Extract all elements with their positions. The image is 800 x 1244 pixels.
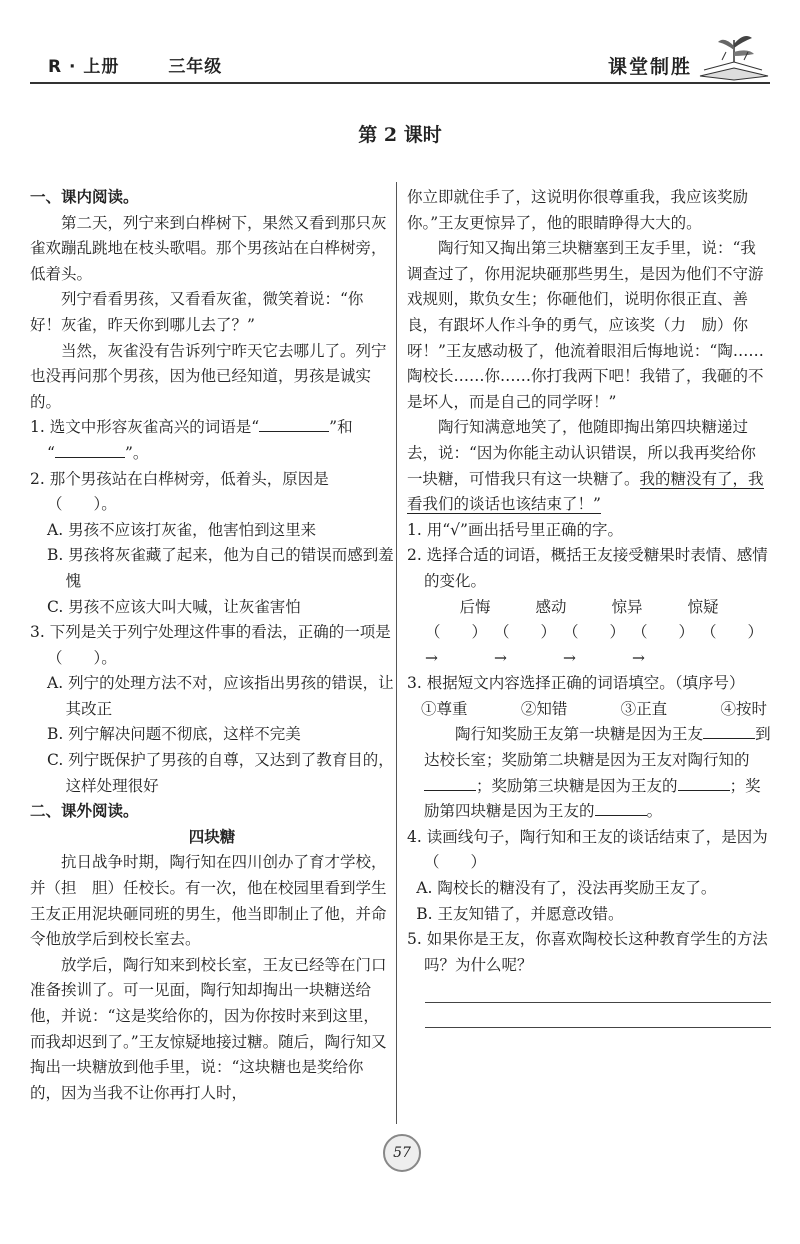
answer-line[interactable] <box>425 1003 771 1028</box>
story-paragraph: 陶行知又掏出第三块糖塞到王友手里，说：“我调查过了，你用泥块砸那些男生，是因为他们不守游戏规则，欺负女生；你砸他们，说明你很正直、善良，有跟坏人作斗争的勇气，应该奖（力 励）你呀！”王友感动极了，他流着眼泪后悔地说：“陶……陶校长……你……你打我两下吧！我错了，我砸的不是坏人，而是自己的同学呀！” <box>407 239 764 411</box>
option-b: B. 王友知错了，并愿意改错。 <box>416 904 624 923</box>
fill-options <box>407 697 771 723</box>
fill-option: ①尊重 <box>421 699 468 718</box>
story-title: 四块糖 <box>188 827 236 846</box>
answer-blank[interactable] <box>595 799 647 816</box>
underlined-sentence: 我的糖没有了，我看我们的谈话也该结束了！” <box>407 469 764 514</box>
question-text: ”和 <box>329 418 353 437</box>
option-c: C. 列宁既保护了男孩的自尊，又达到了教育目的，这样处理很好 <box>47 751 394 795</box>
fill-text: 到达校长室；奖励第二块糖是因为王友对陶行知的 <box>424 725 771 770</box>
fill-text: 。 <box>646 802 663 821</box>
grade-label: 三年级 <box>168 57 223 77</box>
fill-option: ④按时 <box>720 699 767 718</box>
section-title-1: 一、课内阅读。 <box>30 188 139 206</box>
brand-title: 课堂制胜 <box>607 56 692 78</box>
answer-blank[interactable] <box>703 722 755 739</box>
story-paragraph: 抗日战争时期，陶行知在四川创办了育才学校，并（担 胆）任校长。有一次，他在校园里看到学生王友正用泥块砸同班的男生，他当即制止了他，并命令他放学后到校长室去。 <box>30 853 387 949</box>
arrow-sequence <box>407 620 771 671</box>
header-edition <box>48 52 222 77</box>
option-a: A. 陶校长的糖没有了，没法再奖励王友了。 <box>416 879 717 898</box>
answer-line[interactable] <box>425 978 771 1003</box>
question-text: “ <box>47 443 55 462</box>
question-text: ”。 <box>124 443 149 462</box>
word-choice: 后悔 <box>459 597 491 616</box>
answer-slot[interactable]: （ ）→ <box>632 623 695 667</box>
question-5: 5. 如果你是王友，你喜欢陶校长这种教育学生的方法吗？为什么呢？ <box>407 930 768 974</box>
option-a: A. 列宁的处理方法不对，应该指出男孩的错误，让其改正 <box>47 674 394 718</box>
question-4: 4. 读画线句子，陶行知和王友的谈话结束了，是因为（ ） <box>407 827 768 872</box>
word-choice: 惊异 <box>611 597 643 616</box>
answer-slot[interactable]: （ ）→ <box>425 623 488 667</box>
word-choice: 感动 <box>535 597 567 616</box>
fill-text: ；奖励第三块糖是因为王友的 <box>476 776 678 795</box>
question-text: 1. 选文中形容灰雀高兴的词语是“ <box>30 418 260 437</box>
section-title-2: 二、课外阅读。 <box>30 802 139 821</box>
answer-blank[interactable] <box>424 774 476 791</box>
story-paragraph: 放学后，陶行知来到校长室，王友已经等在门口准备挨训了。可一见面，陶行知却掏出一块糖送给他，并说：“这是奖给你的，因为你按时来到这里，而我却迟到了。”王友惊疑地接过糖。随后，陶行知又掏出一块糖放到他手里，说：“这块糖也是奖给你的，因为当我不让你再打人时， <box>30 955 387 1102</box>
answer-blank[interactable] <box>55 441 125 458</box>
story-text: 陶行知满意地笑了，他随即掏出第四块糖递过去，说：“因为你能主动认识错误，所以我再奖给你一块糖，可惜我只有这一块糖了。 <box>407 418 756 488</box>
story-paragraph: 你立即就住手了，这说明你很尊重我，我应该奖励你。”王友更惊异了，他的眼睛睁得大大的。 <box>407 188 749 232</box>
fill-paragraph <box>407 722 771 824</box>
books-plant-icon <box>696 30 772 82</box>
answer-slot[interactable]: （ ）→ <box>563 623 626 667</box>
answer-blank[interactable] <box>678 774 730 791</box>
story-paragraph <box>407 415 771 517</box>
question-2: 2. 选择合适的词语，概括王友接受糖果时表情、感情的变化。 <box>407 546 768 590</box>
answer-slot[interactable]: （ ） <box>701 623 764 642</box>
answer-slot[interactable]: （ ）→ <box>494 623 557 667</box>
answer-blank[interactable] <box>259 415 329 432</box>
passage-paragraph: 当然，灰雀没有告诉列宁昨天它去哪儿了。列宁也没再问那个男孩，因为他已经知道，男孩是诚实的。 <box>30 341 387 411</box>
header-rule <box>30 82 770 84</box>
option-b: B. 列宁解决问题不彻底，这样不完美 <box>47 725 301 744</box>
lesson-title: 第 2 课时 <box>358 124 442 146</box>
question-3: 3. 下列是关于列宁处理这件事的看法，正确的一项是（ ）。 <box>30 623 391 667</box>
fill-option: ②知错 <box>520 699 568 718</box>
edition-label: R · 上册 <box>48 57 120 77</box>
question-1: 1. 用“√”画出括号里正确的字。 <box>407 520 623 539</box>
question-2: 2. 那个男孩站在白桦树旁，低着头，原因是（ ）。 <box>30 469 329 514</box>
right-column <box>407 185 771 1028</box>
fill-text: ；奖励第四块糖是因为王友的 <box>424 776 761 821</box>
page-number: 57 <box>383 1134 421 1172</box>
fill-text: 陶行知奖励王友第一块糖是因为王友 <box>455 725 704 744</box>
column-divider <box>396 182 397 1124</box>
option-c: C. 男孩不应该大叫大喊，让灰雀害怕 <box>47 597 301 616</box>
option-a: A. 男孩不应该打灰雀，他害怕到这里来 <box>47 520 317 539</box>
question-1 <box>30 415 394 466</box>
left-column <box>30 185 394 1106</box>
passage-paragraph: 第二天，列宁来到白桦树下，果然又看到那只灰雀欢蹦乱跳地在枝头歌唱。那个男孩站在白桦树旁，低着头。 <box>30 213 387 283</box>
word-choices <box>407 595 771 621</box>
fill-option: ③正直 <box>620 699 668 718</box>
option-b: B. 男孩将灰雀藏了起来，他为自己的错误而感到羞愧 <box>47 546 394 590</box>
question-3: 3. 根据短文内容选择正确的词语填空。（填序号） <box>407 674 745 693</box>
passage-paragraph: 列宁看看男孩，又看看灰雀，微笑着说：“你好！灰雀，昨天你到哪儿去了？” <box>30 290 364 334</box>
word-choice: 惊疑 <box>687 597 719 616</box>
